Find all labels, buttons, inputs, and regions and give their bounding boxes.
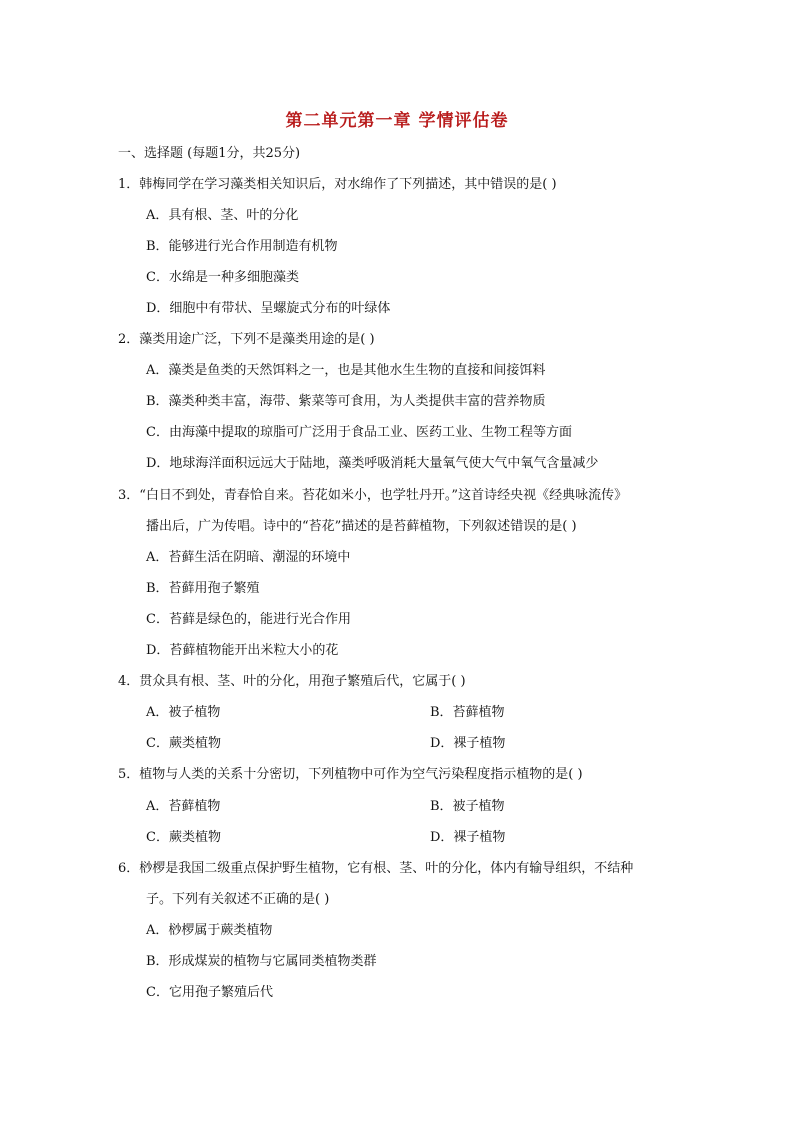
question-2-stem: 2．藻类用途广泛，下列不是藻类用途的是( ) <box>118 332 375 347</box>
question-3-stem-continued: 播出后，广为传唱。诗中的“苔花”描述的是苔藓植物，下列叙述错误的是( ) <box>146 519 577 534</box>
question-3-option-d: D．苔藓植物能开出米粒大小的花 <box>146 643 339 658</box>
question-3-option-c: C．苔藓是绿色的，能进行光合作用 <box>146 612 351 627</box>
question-2-option-a: A．藻类是鱼类的天然饵料之一，也是其他水生生物的直接和间接饵料 <box>146 363 546 378</box>
question-1-option-c: C．水绵是一种多细胞藻类 <box>146 270 299 285</box>
question-6-option-b: B．形成煤炭的植物与它属同类植物类群 <box>146 954 377 969</box>
question-4-stem: 4．贯众具有根、茎、叶的分化，用孢子繁殖后代，它属于( ) <box>118 674 466 689</box>
page-title: 第二单元第一章 学情评估卷 <box>285 111 509 131</box>
question-5-option-d: D．裸子植物 <box>430 830 506 845</box>
question-1-option-a: A．具有根、茎、叶的分化 <box>146 208 299 223</box>
question-6-stem-continued: 子。下列有关叙述不正确的是( ) <box>146 892 330 907</box>
question-5-option-c: C．蕨类植物 <box>146 830 221 845</box>
question-4-option-a: A．被子植物 <box>146 705 221 720</box>
question-6-stem: 6．桫椤是我国二级重点保护野生植物，它有根、茎、叶的分化，体内有输导组织，不结种 <box>118 861 634 876</box>
question-1-option-b: B．能够进行光合作用制造有机物 <box>146 239 338 254</box>
section-heading: 一、选择题 (每题1分，共25分) <box>118 146 301 161</box>
question-6-option-c: C．它用孢子繁殖后代 <box>146 985 273 1000</box>
question-3-stem: 3．“白日不到处，青春恰自来。苔花如米小，也学牡丹开。”这首诗经央视《经典咏流传》 <box>118 488 628 503</box>
question-5-option-a: A．苔藓植物 <box>146 799 221 814</box>
question-5-stem: 5．植物与人类的关系十分密切，下列植物中可作为空气污染程度指示植物的是( ) <box>118 767 583 782</box>
question-2-option-b: B．藻类种类丰富，海带、紫菜等可食用，为人类提供丰富的营养物质 <box>146 394 546 409</box>
question-4-option-d: D．裸子植物 <box>430 736 506 751</box>
question-2-option-c: C．由海藻中提取的琼脂可广泛用于食品工业、医药工业、生物工程等方面 <box>146 425 572 440</box>
question-3-option-b: B．苔藓用孢子繁殖 <box>146 581 260 596</box>
question-3-option-a: A．苔藓生活在阴暗、潮湿的环境中 <box>146 550 351 565</box>
question-6-option-a: A．桫椤属于蕨类植物 <box>146 923 273 938</box>
question-1-stem: 1．韩梅同学在学习藻类相关知识后，对水绵作了下列描述，其中错误的是( ) <box>118 177 557 192</box>
question-2-option-d: D．地球海洋面积远远大于陆地，藻类呼吸消耗大量氧气使大气中氧气含量减少 <box>146 456 599 471</box>
question-4-option-c: C．蕨类植物 <box>146 736 221 751</box>
question-4-option-b: B．苔藓植物 <box>430 705 505 720</box>
question-1-option-d: D．细胞中有带状、呈螺旋式分布的叶绿体 <box>146 301 391 316</box>
question-5-option-b: B．被子植物 <box>430 799 505 814</box>
